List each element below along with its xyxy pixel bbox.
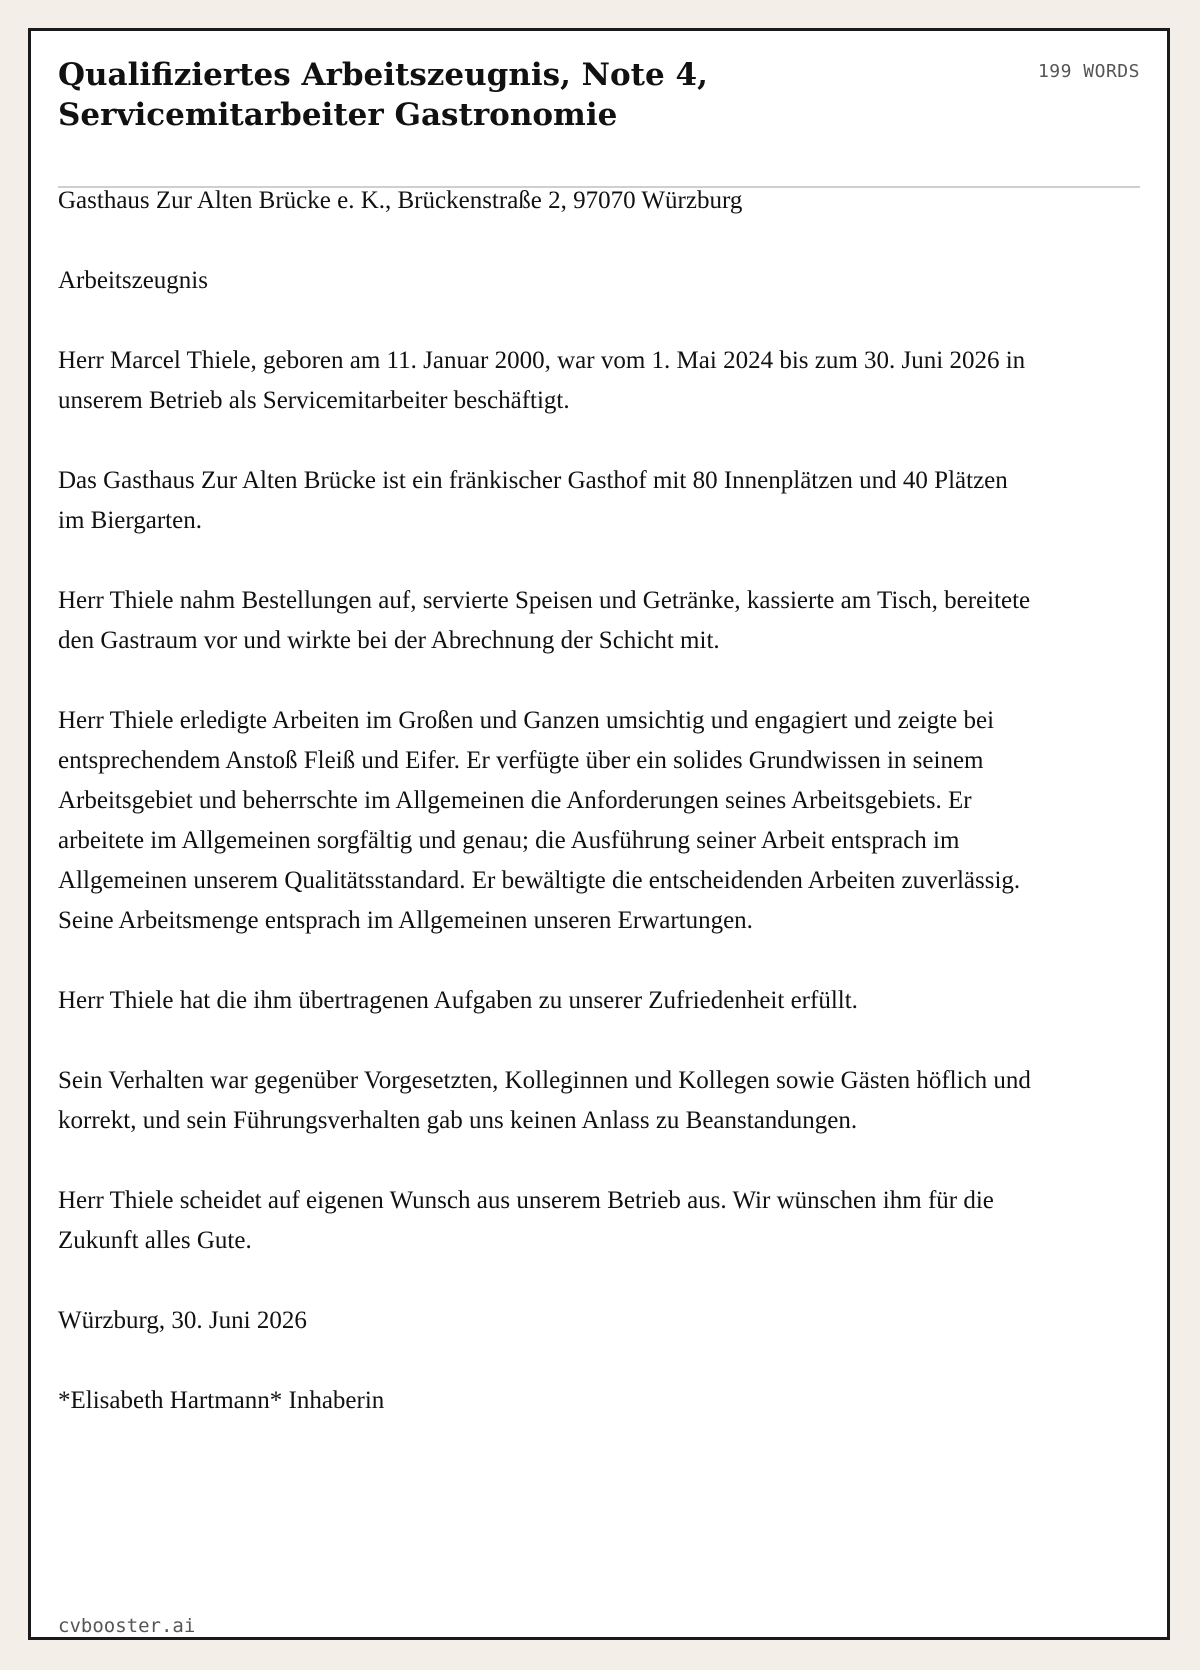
document-card <box>28 28 1170 1640</box>
document-header <box>58 55 1140 188</box>
employment-details: Herr Marcel Thiele, geboren am 11. Januar 2000, war vom 1. Mai 2024 bis zum 30. Juni 2026 in unserem Betrieb als Servicemitarbeiter beschäftigt. <box>58 347 1026 414</box>
conduct-paragraph: Sein Verhalten war gegenüber Vorgesetzten, Kolleginnen und Kollegen sowie Gästen höflich und korrekt, und sein Führungsverhalten gab uns keinen Anlass zu Beanstandungen. <box>58 1067 1031 1134</box>
place-date: Würzburg, 30. Juni 2026 <box>58 1307 307 1334</box>
overall-rating-paragraph: Herr Thiele hat die ihm übertragenen Aufgaben zu unserer Zufriedenheit erfüllt. <box>58 987 858 1014</box>
word-count-badge: 199 WORDS <box>1037 61 1140 82</box>
duties-paragraph: Herr Thiele nahm Bestellungen auf, servierte Speisen und Getränke, kassierte am Tisch, bereitete den Gastraum vor und wirkte bei der Abrechnung der Schicht mit. <box>58 587 1031 654</box>
footer-brand: cvbooster.ai <box>58 1615 196 1637</box>
document-heading: Arbeitszeugnis <box>58 267 208 294</box>
title-line-1: Qualifiziertes Arbeitszeugnis, Note 4, <box>58 57 708 93</box>
title-line-2: Servicemitarbeiter Gastronomie <box>58 97 618 133</box>
signature-line: *Elisabeth Hartmann* Inhaberin <box>58 1387 385 1414</box>
company-description: Das Gasthaus Zur Alten Brücke ist ein fränkischer Gasthof mit 80 Innenplätzen und 40 Plätzen im Biergarten. <box>58 467 1008 534</box>
performance-paragraph: Herr Thiele erledigte Arbeiten im Großen und Ganzen umsichtig und engagiert und zeigte bei entsprechendem Anstoß Fleiß und Eifer. Er verfügte über ein solides Grundwissen in seinem Arbeitsgebiet und beherrschte im Allgemeinen die Anforderungen seines Arbeitsgebiets. Er arbeitete im Allgemeinen sorgfältig und genau; die Ausführung seiner Arbeit entsprach im Allgemeinen unserem Qualitätsstandard. Er bewältigte die entscheidenden Arbeiten zuverlässig. Seine Arbeitsmenge entsprach im Allgemeinen unseren Erwartungen. <box>58 707 1021 934</box>
document-body <box>58 181 1038 1421</box>
employer-address: Gasthaus Zur Alten Brücke e. K., Brückenstraße 2, 97070 Würzburg <box>58 187 743 214</box>
document-title <box>58 55 878 135</box>
closing-paragraph: Herr Thiele scheidet auf eigenen Wunsch aus unserem Betrieb aus. Wir wünschen ihm für die Zukunft alles Gute. <box>58 1187 994 1254</box>
